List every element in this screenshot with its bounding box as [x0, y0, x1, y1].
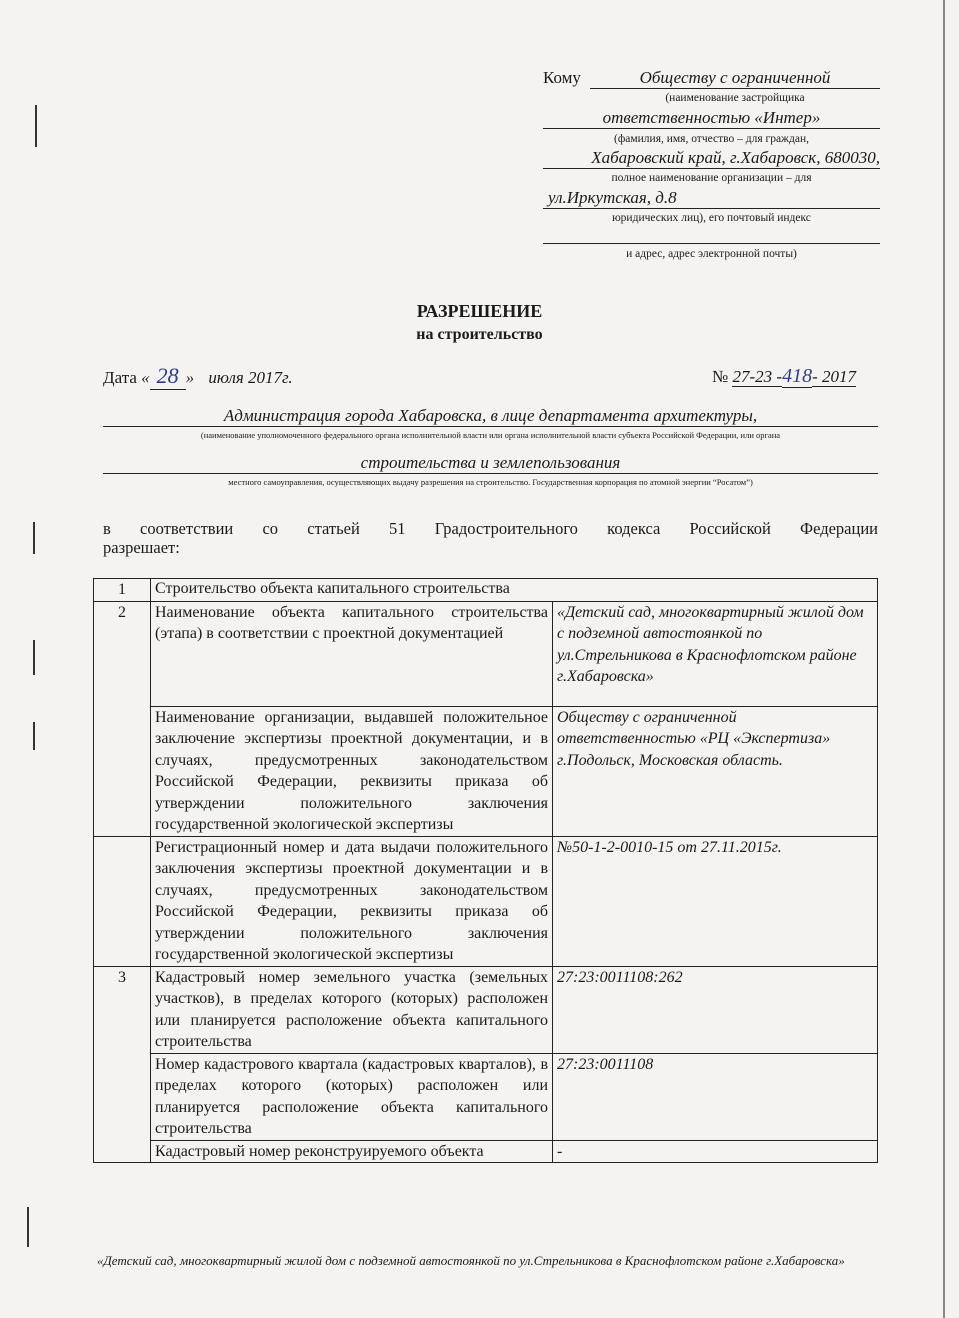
row-label: Наименование объекта капитального строительства (этапа) в соответствии с проектной документацией: [151, 601, 553, 706]
row-text: Строительство объекта капитального строительства: [151, 579, 878, 602]
date-month-year: июля 2017г.: [208, 368, 293, 387]
row-value: 27:23:0011108: [553, 1053, 878, 1140]
number-prefix: 27-23 -: [732, 367, 783, 386]
addressee-hint-1: (наименование застройщика: [665, 92, 805, 104]
authority-hint-2: местного самоуправления, осуществляющих выдачу разрешения на строительство. Государственная корпорация по атомной энергии “Росатом”): [228, 477, 753, 487]
row-number: 3: [94, 966, 151, 1163]
permit-number: [712, 365, 856, 388]
scan-edge-mark: [33, 722, 35, 750]
intro-text-2: разрешает:: [103, 538, 180, 557]
addressee-line-3: Хабаровский край, г.Хабаровск, 680030,: [543, 148, 880, 169]
scan-edge-mark: [35, 105, 37, 147]
addressee-hint-2: (фамилия, имя, отчество – для граждан,: [613, 133, 809, 145]
authority-line-2: строительства и землепользования: [103, 453, 878, 474]
number-handwritten: 418: [782, 365, 813, 387]
row-number: 2: [94, 601, 151, 836]
row-value-city: г.Подольск, Московская область.: [557, 751, 783, 769]
table-row: [94, 601, 878, 706]
to-label: Кому: [543, 68, 581, 87]
table-row: [94, 836, 878, 966]
number-label: №: [712, 367, 729, 386]
table-row: [94, 706, 878, 836]
row-label: Кадастровый номер реконструируемого объекта: [151, 1140, 553, 1163]
table-row: [94, 1140, 878, 1163]
row-label: Регистрационный номер и дата выдачи положительного заключения экспертизы проектной документации и в случаях, предусмотренных законодательством Российской Федерации, реквизиты приказа об утверждении положительного заключения государственной экологической экспертизы: [151, 836, 553, 966]
scan-edge-mark: [27, 1207, 29, 1247]
row-number: 1: [94, 579, 151, 602]
document-subtitle: на строительство: [416, 326, 543, 343]
row-value: [553, 706, 878, 836]
row-label: Наименование организации, выдавшей положительное заключение экспертизы проектной документации, и в случаях, предусмотренных законодательством Российской Федерации, реквизиты приказа об утверждении положительного заключения государственной экологической экспертизы: [151, 706, 553, 836]
addressee-hint-3: полное наименование организации – для: [611, 172, 812, 184]
table-row: [94, 966, 878, 1053]
date-label: Дата: [103, 368, 137, 387]
addressee-hint-4: юридических лиц), его почтовый индекс: [612, 212, 811, 224]
row-value: 27:23:0011108:262: [553, 966, 878, 1053]
intro-text: в соответствии со статьей 51 Градостроительного кодекса Российской Федерации: [103, 519, 878, 538]
permit-table: [93, 578, 878, 1163]
date-day: 28: [150, 363, 186, 390]
addressee-line-4: ул.Иркутская, д.8: [543, 188, 880, 209]
row-value: -: [553, 1140, 878, 1163]
authority-line-1: Администрация города Хабаровска, в лице департамента архитектуры,: [103, 406, 878, 427]
addressee-line-5: [543, 228, 880, 244]
row-label: Кадастровый номер земельного участка (земельных участков), в пределах которого (которых) расположен или планируется расположение объекта капитального строительства: [151, 966, 553, 1053]
row-label: Номер кадастрового квартала (кадастровых кварталов), в пределах которого (которых) расположен или планируется расположение объекта капитального строительства: [151, 1053, 553, 1140]
date-line: [103, 363, 293, 390]
addressee-line-1: Обществу с ограниченной: [590, 68, 880, 89]
addressee-line-2: ответственностью «Интер»: [543, 108, 880, 129]
document-title: РАЗРЕШЕНИЕ: [416, 301, 543, 321]
authority-hint-1: (наименование уполномоченного федерального органа исполнительной власти или органа исполнительной власти субъекта Российской Федерации, или органа: [200, 430, 781, 440]
scan-edge-mark: [33, 640, 35, 675]
page-footer-note: «Детский сад, многоквартирный жилой дом с подземной автостоянкой по ул.Стрельникова в Краснофлотском районе г.Хабаровска»: [97, 1253, 845, 1268]
number-suffix: - 2017: [812, 367, 856, 386]
addressee-hint-5: и адрес, адрес электронной почты): [626, 248, 797, 260]
date-close-quote: »: [185, 368, 195, 387]
row-number: [94, 836, 151, 966]
row-value: «Детский сад, многоквартирный жилой дом с подземной автостоянкой по ул.Стрельникова в Краснофлотском районе г.Хабаровска»: [553, 601, 878, 706]
date-open-quote: «: [141, 368, 150, 387]
scan-edge-mark: [943, 0, 945, 1318]
scan-edge-mark: [33, 522, 35, 554]
row-value-org: Обществу с ограниченной ответственностью «РЦ «Экспертиза»: [557, 708, 831, 747]
table-row: [94, 1053, 878, 1140]
table-row: [94, 579, 878, 602]
row-value: №50-1-2-0010-15 от 27.11.2015г.: [553, 836, 878, 966]
